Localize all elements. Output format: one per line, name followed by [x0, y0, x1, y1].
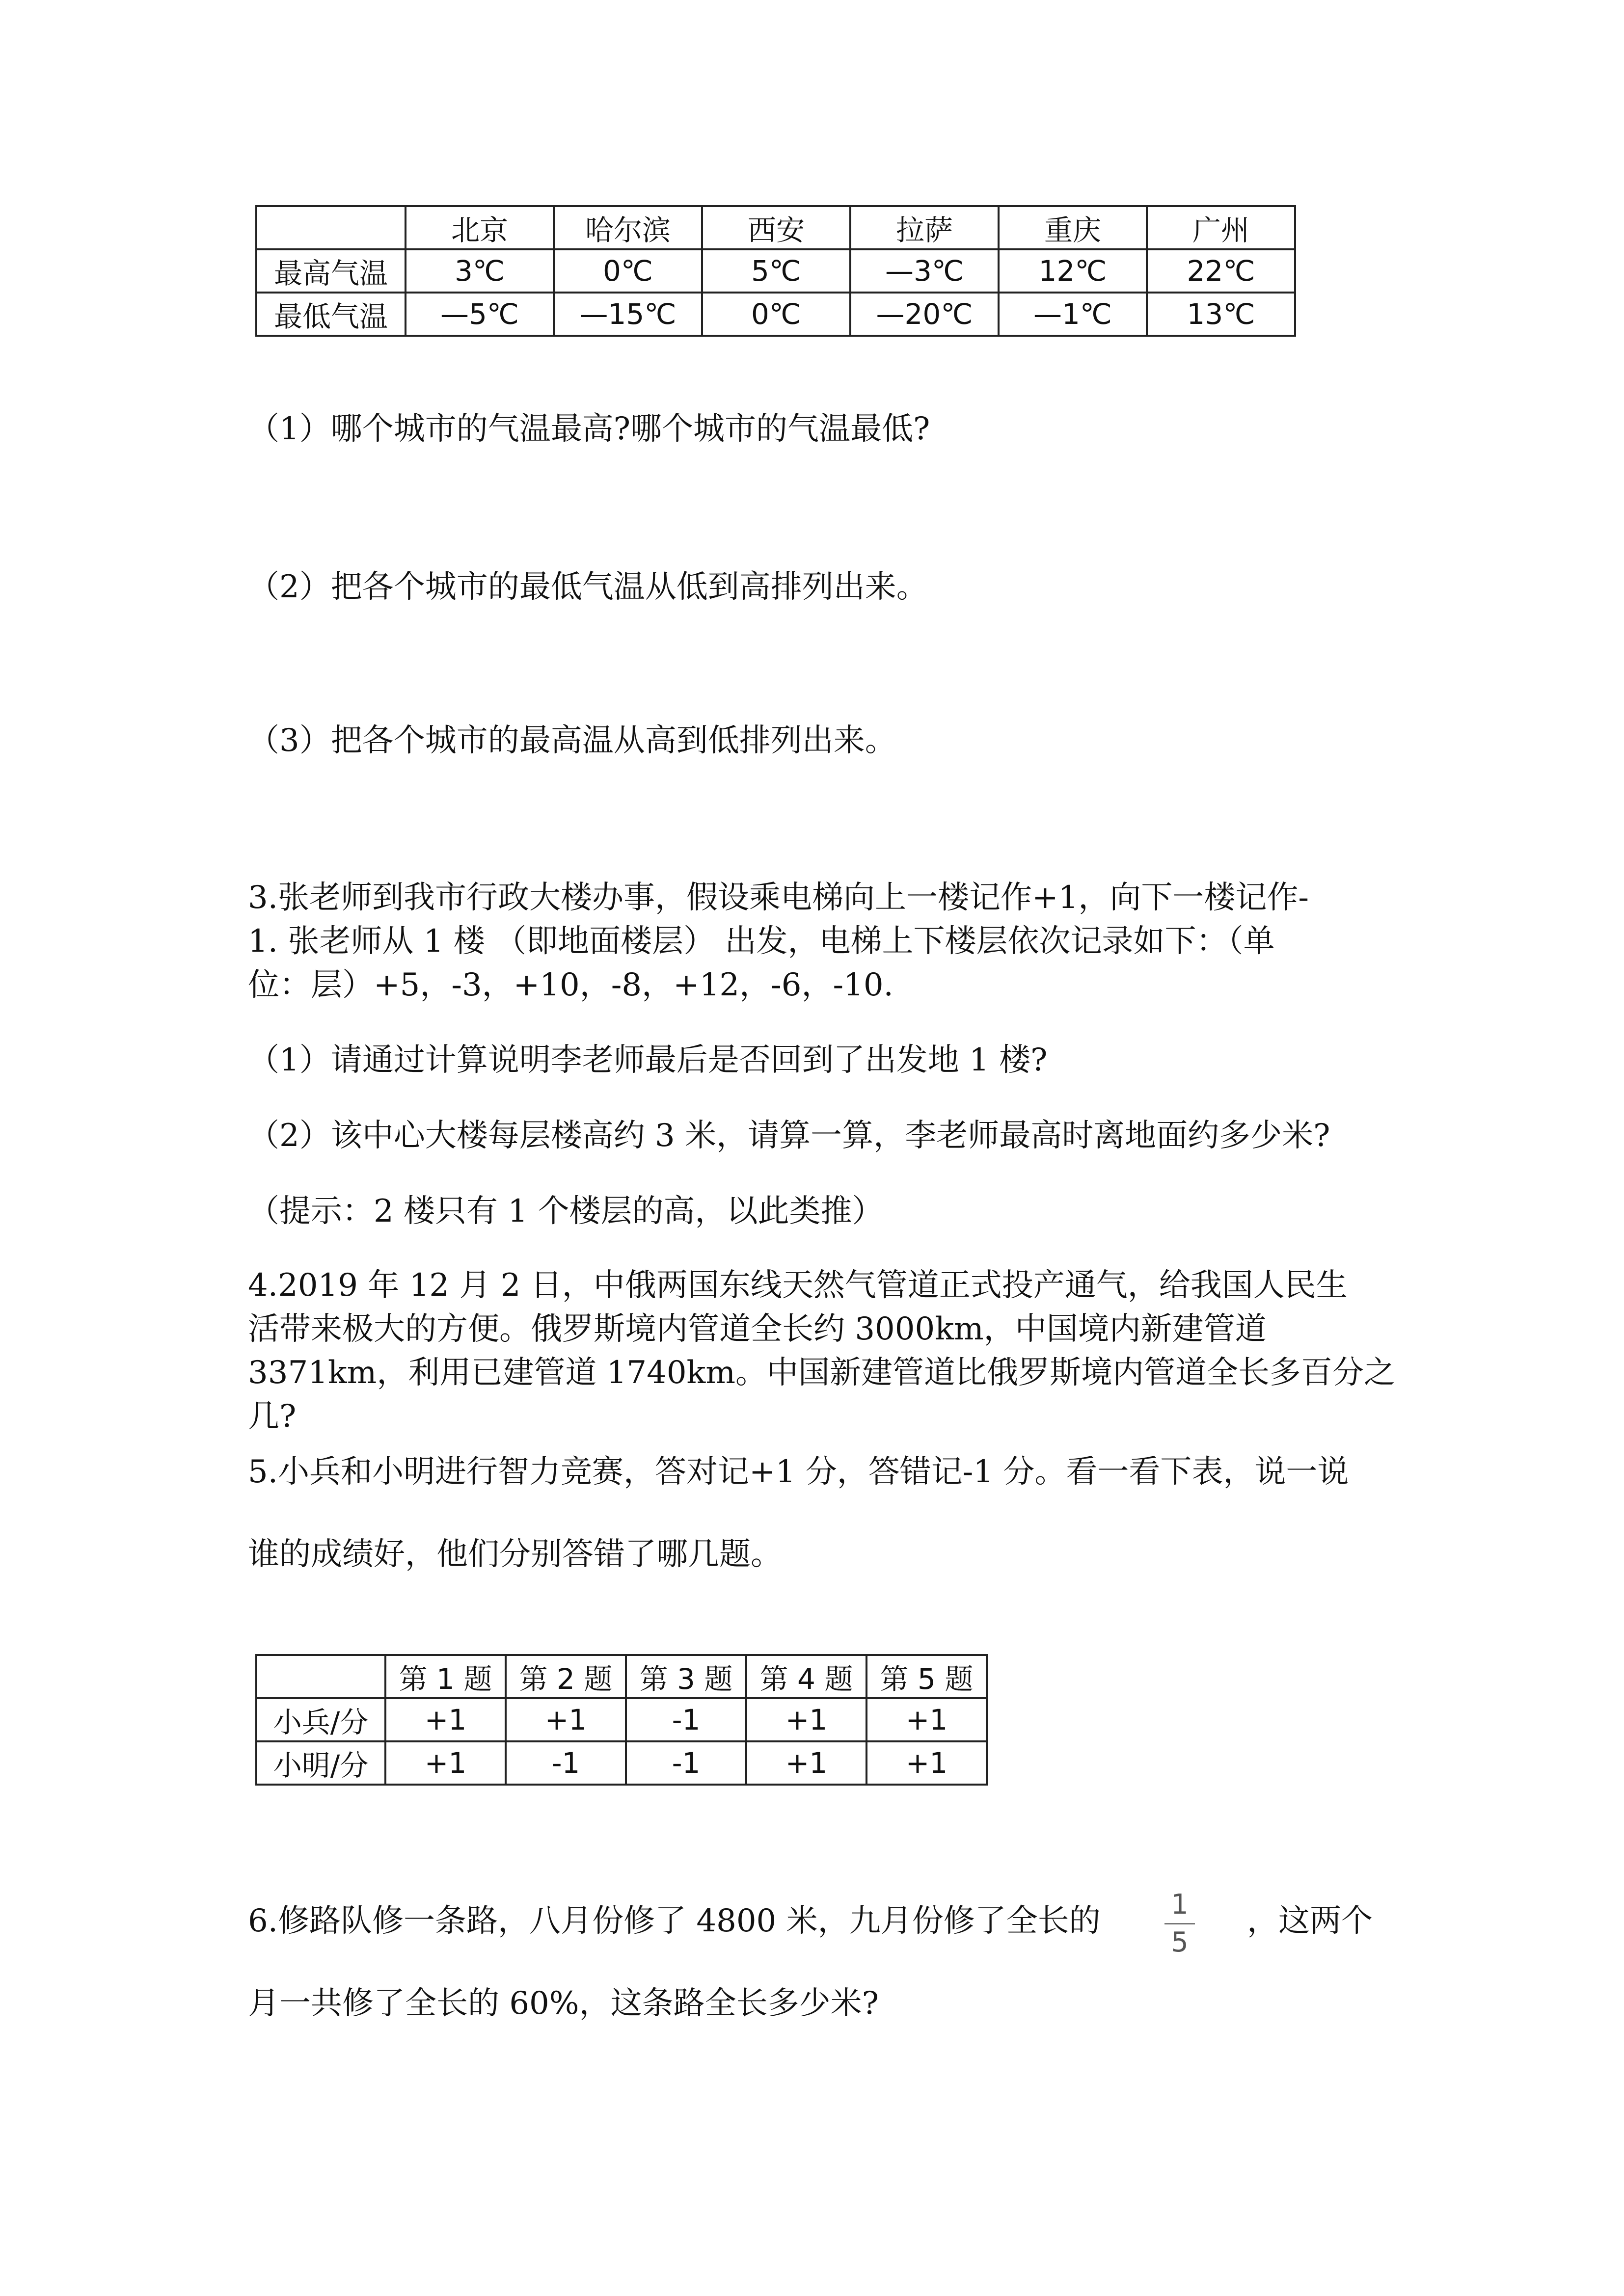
table-header-cell: 第 3 题: [626, 1655, 746, 1698]
table-header-cell: 哈尔滨: [554, 206, 702, 249]
q4-text-line-4: 几?: [248, 1398, 297, 1435]
table-row: [256, 1698, 987, 1741]
q2-sub1: （1）哪个城市的气温最高?哪个城市的气温最低?: [248, 411, 930, 447]
table-header-cell: 拉萨: [850, 206, 999, 249]
table-cell: 最低气温: [256, 293, 406, 336]
fraction-bar: [1164, 1923, 1195, 1924]
q3-sub2: （2）该中心大楼每层楼高约 3 米，请算一算，李老师最高时离地面约多少米?: [248, 1118, 1330, 1154]
q3-text-line-1: 3.张老师到我市行政大楼办事，假设乘电梯向上一楼记作+1，向下一楼记作-: [248, 880, 1309, 916]
q6-text-line-2: 月一共修了全长的 60%，这条路全长多少米?: [248, 1985, 879, 2022]
table-cell: -1: [506, 1741, 626, 1785]
table-cell: +1: [506, 1698, 626, 1741]
table-header-cell: 西安: [702, 206, 850, 249]
table-header-cell: 第 2 题: [506, 1655, 626, 1698]
table-cell: +1: [746, 1741, 866, 1785]
q5-text-line-2: 谁的成绩好，他们分别答错了哪几题。: [248, 1536, 782, 1573]
table-cell: +1: [385, 1698, 506, 1741]
table-cell: 5℃: [702, 249, 850, 293]
table-header-cell: [256, 206, 406, 249]
table-header-cell: 第 4 题: [746, 1655, 866, 1698]
table-header-cell: [256, 1655, 385, 1698]
table-cell: 12℃: [999, 249, 1147, 293]
q3-text-line-3: 位：层）+5，-3，+10，-8，+12，-6，-10.: [248, 967, 893, 1003]
table-cell: 0℃: [702, 293, 850, 336]
q4-text-line-2: 活带来极大的方便。俄罗斯境内管道全长约 3000km，中国境内新建管道: [248, 1311, 1267, 1347]
table-header-row: [256, 206, 1295, 249]
table-cell: 小兵/分: [256, 1698, 385, 1741]
table-cell: -1: [626, 1741, 746, 1785]
table-header-cell: 北京: [406, 206, 554, 249]
fraction-numerator: 1: [1171, 1889, 1189, 1921]
table-cell: 0℃: [554, 249, 702, 293]
q4-text-line-1: 4.2019 年 12 月 2 日，中俄两国东线天然气管道正式投产通气，给我国人民生: [248, 1267, 1348, 1304]
table-header-cell: 重庆: [999, 206, 1147, 249]
table-cell: -1: [626, 1698, 746, 1741]
table-row: [256, 249, 1295, 293]
q5-text-line-1: 5.小兵和小明进行智力竞赛，答对记+1 分，答错记-1 分。看一看下表，说一说: [248, 1454, 1349, 1490]
table-cell: +1: [866, 1698, 987, 1741]
table-header-cell: 广州: [1147, 206, 1295, 249]
table-cell: —15℃: [554, 293, 702, 336]
q2-sub3: （3）把各个城市的最高温从高到低排列出来。: [248, 722, 896, 759]
table-cell: —1℃: [999, 293, 1147, 336]
fraction: [1163, 1890, 1197, 1958]
q2-sub2: （2）把各个城市的最低气温从低到高排列出来。: [248, 569, 928, 605]
table-cell: —3℃: [850, 249, 999, 293]
table-header-cell: 第 5 题: [866, 1655, 987, 1698]
q6-text-line-1-end: ，这两个: [1247, 1903, 1373, 1939]
table-cell: +1: [746, 1698, 866, 1741]
table-cell: 13℃: [1147, 293, 1295, 336]
table-row: [256, 1741, 987, 1785]
fraction-denominator: 5: [1171, 1926, 1189, 1958]
table-header-row: [256, 1655, 987, 1698]
q4-text-line-3: 3371km，利用已建管道 1740km。中国新建管道比俄罗斯境内管道全长多百分之: [248, 1355, 1396, 1391]
table-row: [256, 293, 1295, 336]
table-cell: 最高气温: [256, 249, 406, 293]
q3-text-line-2: 1. 张老师从 1 楼 （即地面楼层） 出发，电梯上下楼层依次记录如下：（单: [248, 923, 1275, 960]
q6-text-line-1: 6.修路队修一条路，八月份修了 4800 米，九月份修了全长的: [248, 1903, 1101, 1939]
table-cell: —5℃: [406, 293, 554, 336]
temperature-table: [255, 205, 1296, 337]
table-cell: —20℃: [850, 293, 999, 336]
score-table: [255, 1654, 988, 1786]
q3-hint: （提示：2 楼只有 1 个楼层的高，以此类推）: [248, 1193, 884, 1229]
table-cell: 3℃: [406, 249, 554, 293]
table-cell: +1: [866, 1741, 987, 1785]
q3-sub1: （1）请通过计算说明李老师最后是否回到了出发地 1 楼?: [248, 1042, 1048, 1078]
table-cell: +1: [385, 1741, 506, 1785]
table-cell: 小明/分: [256, 1741, 385, 1785]
table-cell: 22℃: [1147, 249, 1295, 293]
table-header-cell: 第 1 题: [385, 1655, 506, 1698]
